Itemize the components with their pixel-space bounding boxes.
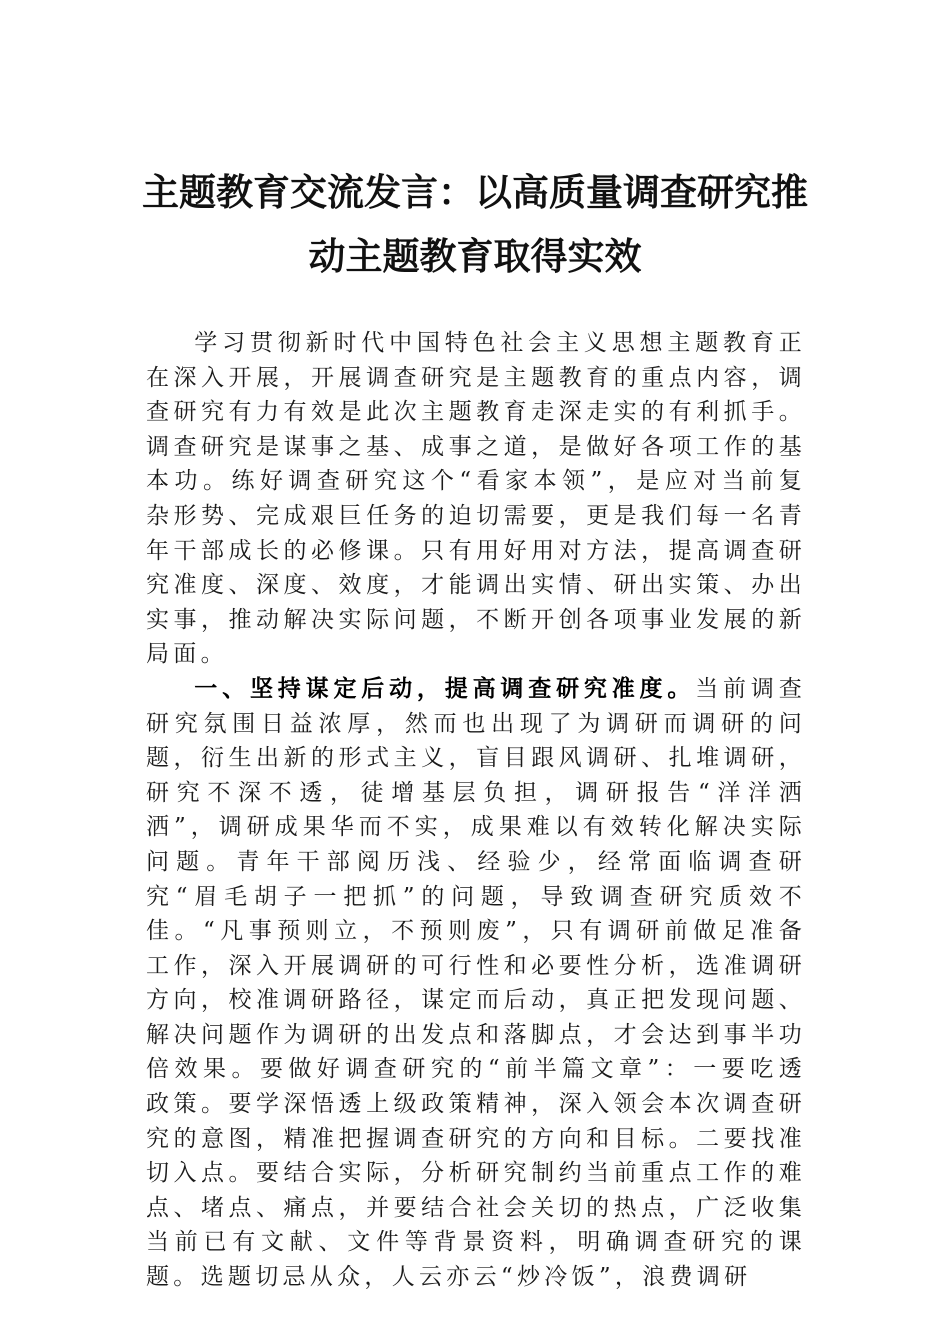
paragraph-text: 当前调查研究氛围日益浓厚，然而也出现了为调研而调研的问题，衍生出新的形式主义，盲目跟风调研、扎堆调研，研究不深不透，徒增基层负担，调研报告“洋洋洒洒”，调研成果华而不实，成果难以有效转化解决实际问题。青年干部阅历浅、经验少，经常面临调查研究“眉毛胡子一把抓”的问题，导致调查研究质效不佳。“凡事预则立，不预则废”，只有调研前做足准备工作，深入开展调研的可行性和必要性分析，选准调研方向，校准调研路径，谋定而后动，真正把发现问题、解决问题作为调研的出发点和落脚点，才会达到事半功倍效果。要做好调查研究的“前半篇文章”：一要吃透政策。要学深悟透上级政策精神，深入领会本次调查研究的意图，精准把握调查研究的方向和目标。二要找准切入点。要结合实际，分析研究制约当前重点工作的难点、堵点、痛点，并要结合社会关切的热点，广泛收集当前已有文献、文件等背景资料，明确调查研究的课题。选题切忌从众，人云亦云“炒冷饭”，浪费调研: [146, 675, 807, 1291]
title-line-2: 动主题教育取得实效: [308, 234, 642, 278]
document-title: [140, 160, 810, 288]
paragraph-section-1: [146, 672, 806, 1295]
section-heading: 一、坚持谋定后动，提高调查研究准度。: [194, 674, 696, 702]
paragraph-text: 学习贯彻新时代中国特色社会主义思想主题教育正在深入开展，开展调查研究是主题教育的重点内容，调查研究有力有效是此次主题教育走深走实的有利抓手。调查研究是谋事之基、成事之道，是做好各项工作的基本功。练好调查研究这个“看家本领”，是应对当前复杂形势、完成艰巨任务的迫切需要，更是我们每一名青年干部成长的必修课。只有用好用对方法，提高调查研究准度、深度、效度，才能调出实情、研出实策、办出实事，推动解决实际问题，不断开创各项事业发展的新局面。: [146, 330, 806, 668]
paragraph-intro: [146, 326, 806, 672]
document-body: [146, 326, 806, 1295]
title-line-1: 主题教育交流发言：以高质量调查研究推: [142, 170, 808, 214]
